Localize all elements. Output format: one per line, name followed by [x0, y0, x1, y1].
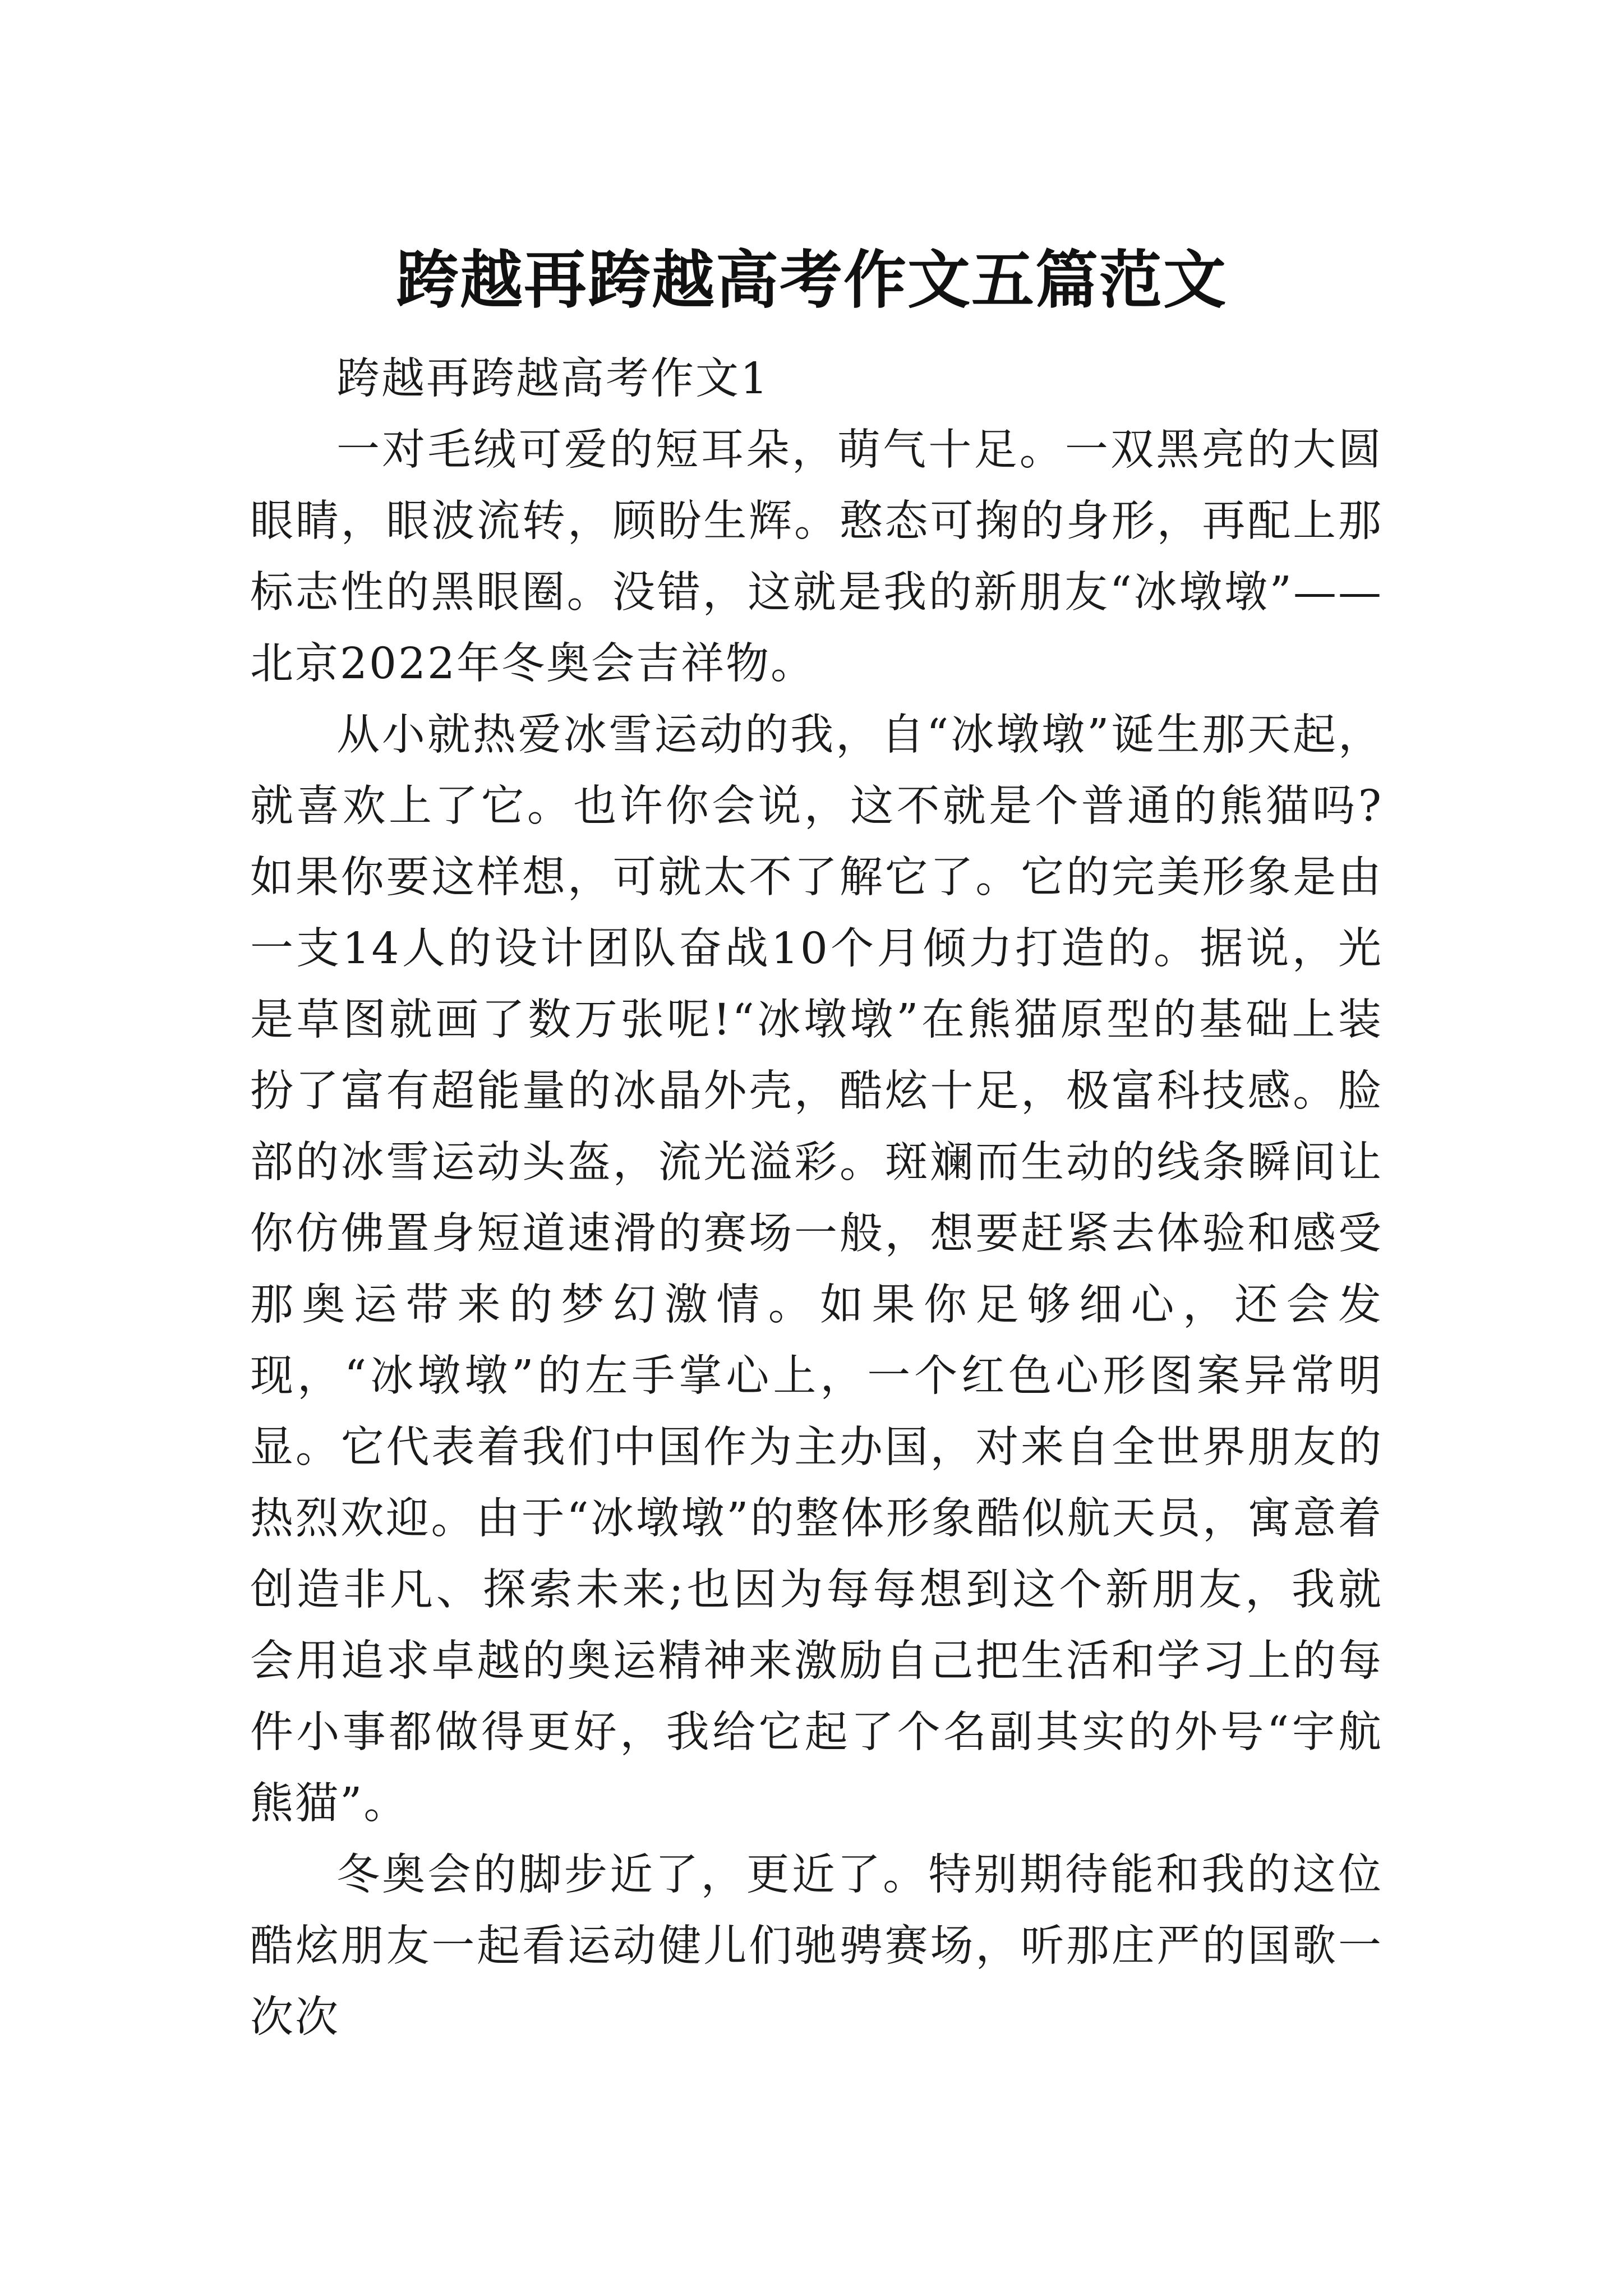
document-title: 跨越再跨越高考作文五篇范文: [396, 243, 1227, 318]
paragraph-2: 从小就热爱冰雪运动的我，自“冰墩墩”诞生那天起，就喜欢上了它。也许你会说，这不就是个普通的熊猫吗?如果你要这样想，可就太不了解它了。它的完美形象是由一支14人的设计团队奋战10个月倾力打造的。据说，光是草图就画了数万张呢!“冰墩墩”在熊猫原型的基础上装扮了富有超能量的冰晶外壳，酷炫十足，极富科技感。脸部的冰雪运动头盔，流光溢彩。斑斓而生动的线条瞬间让你仿佛置身短道速滑的赛场一般，想要赶紧去体验和感受那奥运带来的梦幻激情。如果你足够细心，还会发现，“冰墩墩”的左手掌心上，一个红色心形图案异常明显。它代表着我们中国作为主办国，对来自全世界朋友的热烈欢迎。由于“冰墩墩”的整体形象酷似航天员，寓意着创造非凡、探索未来;也因为每每想到这个新朋友，我就会用追求卓越的奥运精神来激励自己把生活和学习上的每件小事都做得更好，我给它起了个名副其实的外号“宇航熊猫”。: [250, 710, 1383, 1829]
section-heading: 跨越再跨越高考作文1: [336, 354, 769, 404]
paragraph-1: 一对毛绒可爱的短耳朵，萌气十足。一双黑亮的大圆眼睛，眼波流转，顾盼生辉。憨态可掬的身形，再配上那标志性的黑眼圈。没错，这就是我的新朋友“冰墩墩”——北京2022年冬奥会吉祥物。: [250, 425, 1383, 689]
document-body: [250, 343, 1383, 2053]
paragraph-3: 冬奥会的脚步近了，更近了。特别期待能和我的这位酷炫朋友一起看运动健儿们驰骋赛场，听那庄严的国歌一次次: [250, 1850, 1383, 2042]
